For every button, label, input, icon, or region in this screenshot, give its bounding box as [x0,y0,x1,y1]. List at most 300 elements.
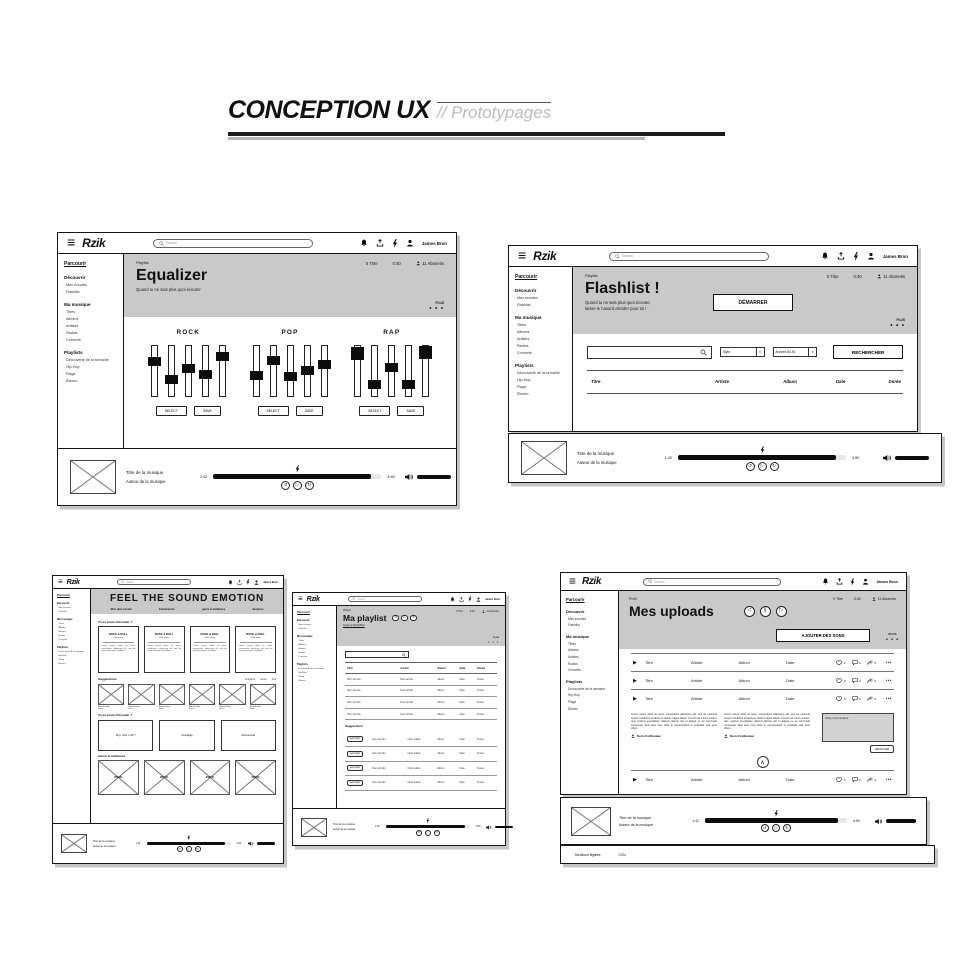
genre-tile[interactable] [144,760,185,795]
app-logo[interactable]: Rzik [82,236,106,250]
sidebar-item[interactable]: Plage [298,676,305,678]
column-header[interactable]: Date [459,666,466,670]
row-title: Titre [645,696,653,701]
next-button[interactable]: ▷ [776,606,787,617]
sidebar-item[interactable]: Mes écoutes [66,283,87,287]
comment-button[interactable]: 0 [852,660,861,666]
repeat-button[interactable]: ↻ [770,462,779,471]
app-logo[interactable]: Rzik [582,576,601,587]
sidebar-item[interactable]: Hip-Hop [517,378,531,382]
suggestion-row[interactable]: AJOUTER Nom du titre Nom artiste Album Date Durée [345,776,497,791]
progress-bar[interactable] [386,825,470,828]
eq-slider[interactable] [202,345,209,397]
slider-thumb[interactable] [182,364,195,373]
footer-link-mentions[interactable]: Mentions légales [575,852,601,857]
genre-tile[interactable] [98,760,139,795]
upload-icon[interactable] [836,578,843,585]
eq-slider[interactable] [253,345,260,397]
flash-icon[interactable] [760,446,765,454]
upload-row[interactable] [631,771,894,788]
sidebar-item[interactable]: Mes écoutes [568,616,587,621]
user-name[interactable]: James Bron [882,253,908,259]
sidebar-item[interactable]: Concerts [298,656,308,658]
shuffle-button[interactable]: ↺ [746,462,755,471]
like-button[interactable]: 0 [836,777,845,783]
user-icon[interactable] [867,252,875,260]
search-input[interactable] [348,596,422,602]
mood-box[interactable]: Pop, rock n'roll ? [98,720,153,751]
notifications-icon[interactable] [228,580,233,585]
nav-link[interactable]: Surprise [252,607,264,611]
collapse-icon[interactable]: ∧ [757,756,769,768]
repeat-button[interactable]: ↻ [783,824,791,832]
filter-link[interactable]: Tout [271,679,276,681]
sidebar-item-parcourir[interactable]: Parcourir [64,261,87,267]
more-options[interactable] [886,633,899,643]
suggestion-row[interactable]: AJOUTER Nom du titre Nom artiste Album Date Durée [345,747,497,762]
flash-icon[interactable] [392,239,398,248]
flash-icon[interactable] [426,818,430,824]
comment-field[interactable]: Votre commentaire [822,713,894,742]
menu-icon[interactable]: ≡ [518,247,527,264]
suggestion-tile[interactable] [98,684,124,711]
row-menu-icon[interactable]: ••• [885,777,892,782]
sidebar-item-parcourir[interactable]: Parcourir [297,610,310,614]
sidebar-item[interactable]: Flashlist [66,290,80,294]
shuffle-button[interactable]: ↺ [761,824,769,832]
sidebar-item[interactable]: Radios [58,635,66,637]
slider-thumb[interactable] [284,372,297,381]
flash-icon[interactable] [853,252,859,261]
slider-thumb[interactable] [402,380,415,389]
progress-bar[interactable] [678,455,846,460]
slider-thumb[interactable] [267,356,280,365]
eq-slider[interactable] [219,345,226,397]
sidebar-item[interactable]: Hip-Hop [58,655,67,657]
sidebar-item[interactable]: Électro [66,379,78,383]
repeat-button[interactable]: ↻ [196,846,199,851]
sidebar-item[interactable]: Découverte de la semaine [58,651,84,653]
row-artist: Artiste [691,660,703,665]
sidebar-item-parcourir[interactable]: Parcourir [57,593,70,597]
style-select[interactable] [720,347,765,357]
sidebar-item[interactable]: Concerts [568,668,581,673]
sidebar-item[interactable]: Artistes [568,654,579,659]
eq-slider[interactable] [371,345,378,397]
sidebar-item[interactable]: Artistes [298,648,306,650]
select-button[interactable]: SELECT [359,406,390,416]
sidebar-item[interactable]: Titres [517,323,527,327]
app-topbar [509,246,917,267]
suggestion-tile[interactable] [159,684,185,711]
album-art-placeholder [301,818,327,837]
filter-link[interactable]: Genre [260,679,267,681]
app-topbar [53,576,283,589]
sidebar-section-playlists: Playlists [515,363,534,368]
eq-slider[interactable] [270,345,277,397]
comment-author[interactable]: Nom d'utilisateur [631,734,717,738]
main-area [573,267,917,431]
sidebar-section-playlists: Playlists [297,663,308,666]
share-button[interactable]: 0 [867,678,876,684]
flash-icon[interactable] [774,810,779,817]
sidebar-item[interactable]: Albums [298,644,306,646]
volume-control[interactable] [486,825,513,830]
eq-slider[interactable] [185,345,192,397]
notifications-icon[interactable] [822,578,829,585]
year-select[interactable] [773,347,818,357]
column-header[interactable]: Artiste [400,666,409,670]
sidebar-item[interactable]: Albums [517,330,530,334]
upload-icon[interactable] [376,239,384,247]
volume-control[interactable] [248,841,275,846]
comment-button[interactable]: 0 [852,777,861,783]
sidebar-item[interactable]: Découverte de la semaine [517,371,560,375]
legal-footer [560,845,935,864]
eq-slider[interactable] [405,345,412,397]
volume-bar[interactable] [886,819,916,823]
column-header[interactable]: Date [835,379,846,384]
sidebar-item[interactable]: Mes écoutes [298,624,311,626]
sidebar-item[interactable]: Radios [568,661,578,666]
play-button[interactable]: ▷ [772,824,780,832]
volume-control[interactable] [875,818,916,825]
share-button[interactable]: 0 [867,660,876,666]
column-header[interactable]: Durée [477,666,485,670]
sidebar-item[interactable]: Albums [568,648,579,653]
table-row[interactable]: Nom du titre Nom artiste Album Date Durée [345,686,497,698]
progress-bar[interactable] [147,842,231,845]
breadcrumb[interactable]: Profil [629,597,637,601]
suggestion-row[interactable]: AJOUTER Nom du titre Nom artiste Album Date Durée [345,732,497,747]
eq-slider[interactable] [354,345,361,397]
genre-card[interactable] [98,626,139,673]
column-header[interactable]: Album [783,379,797,384]
add-track-button[interactable]: AJOUTER [347,780,363,786]
table-row[interactable]: Nom du titre Nom artiste Album Date Durée [345,709,497,721]
start-button[interactable]: DÉMARRER [713,294,793,311]
column-header[interactable]: Titre [591,379,601,384]
suggestion-row[interactable]: AJOUTER Nom du titre Nom artiste Album Date Durée [345,762,497,777]
upload-icon[interactable] [837,252,845,260]
genre-tile[interactable] [235,760,276,795]
sidebar-item[interactable]: Électro [58,663,66,665]
sidebar-item[interactable]: Radios [66,331,78,335]
search-button[interactable]: RECHERCHER [833,345,903,359]
sidebar-item[interactable]: Artistes [58,631,66,633]
sidebar-item[interactable]: Titres [298,640,304,642]
volume-bar[interactable] [895,456,929,461]
eq-slider[interactable] [287,345,294,397]
volume-bar[interactable] [257,842,275,845]
slider-thumb[interactable] [148,357,161,366]
eq-slider[interactable] [422,345,429,397]
play-button[interactable]: ▷ [758,462,767,471]
sidebar-item[interactable]: Découverte de la semaine [568,686,606,691]
sidebar-item[interactable]: Flashlist [568,623,580,628]
more-options[interactable] [488,637,499,644]
card-subtitle: Petit texte [113,637,124,639]
eq-slider[interactable] [321,345,328,397]
sidebar-item[interactable]: Concerts [517,351,532,355]
mood-box[interactable]: Nostalgie [159,720,214,751]
user-icon[interactable] [862,578,869,585]
card-title: ROCK & ROLL [200,633,220,636]
table-row[interactable]: Nom du titre Nom artiste Album Date Durée [345,697,497,709]
slider-thumb[interactable] [216,352,229,361]
slider-set [354,345,429,397]
sidebar-item-parcourir[interactable]: Parcourir [566,597,585,602]
stat-titles: 0 Titre [826,274,839,279]
column-header[interactable]: Durée [888,379,901,384]
flash-icon[interactable] [187,835,191,841]
user-icon[interactable] [406,239,414,247]
genre-card[interactable] [190,626,231,673]
nav-link[interactable]: Évènements [159,607,175,611]
upload-row[interactable] [631,690,894,707]
sidebar-item[interactable]: Hip-Hop [298,672,307,674]
breadcrumb[interactable]: Playlist [343,609,351,612]
nav-link[interactable]: genre & ambiance [202,607,226,611]
playlist-created-date[interactable]: Créée le 01/01/2021 [343,624,365,627]
suggestion-tile[interactable] [128,684,154,711]
volume-bar[interactable] [495,826,513,829]
comment-author[interactable]: Nom d'utilisateur [724,734,810,738]
save-button[interactable]: SAVE [194,406,221,416]
shuffle-button[interactable]: ↺ [417,830,420,835]
flash-icon[interactable] [468,596,472,602]
column-header[interactable]: Artiste [715,379,729,384]
select-button[interactable]: SELECT [156,406,187,416]
card-subtitle: Petit texte [159,637,169,639]
column-header[interactable]: Album [437,666,446,670]
table-row[interactable]: Nom du titre Nom artiste Album Date Durée [345,674,497,686]
suggestion-filters [245,679,276,681]
repeat-button[interactable]: ↻ [435,830,438,835]
play-button[interactable]: ▷ [426,830,429,835]
shuffle-button[interactable]: ↺ [394,615,398,620]
comment-icon [852,678,858,684]
user-icon[interactable] [476,597,481,602]
breadcrumb[interactable]: Playlist [136,260,149,265]
sidebar-item[interactable]: Titres [568,641,576,646]
menu-icon[interactable]: ≡ [298,593,303,603]
more-options[interactable] [429,302,444,313]
row-menu-icon[interactable]: ••• [885,660,892,665]
suggestion-tile[interactable] [219,684,245,711]
genre-card[interactable] [144,626,185,673]
play-button[interactable]: ▷ [401,615,408,622]
stat-titles: 0 Titre [833,597,843,601]
sidebar-item[interactable]: Flashlist [298,628,307,630]
add-sounds-button[interactable]: AJOUTER DES SONS [776,629,870,642]
player-center [685,810,867,833]
mood-box[interactable]: Découverte [221,720,276,751]
like-button[interactable]: 0 [836,660,845,666]
app-logo[interactable]: Rzik [306,595,320,603]
notifications-icon[interactable] [821,252,829,260]
shuffle-button[interactable]: ↺ [178,846,181,851]
menu-icon[interactable]: ≡ [569,573,577,588]
play-button[interactable]: ▷ [187,846,190,851]
sidebar-item[interactable]: Électro [298,680,306,682]
play-icon[interactable]: ▶ [633,695,637,702]
search-input[interactable] [153,239,313,248]
add-track-button[interactable]: AJOUTER [347,736,363,742]
upload-row[interactable] [631,654,894,672]
notifications-icon[interactable] [360,239,368,247]
sidebar-item[interactable]: Hip-Hop [66,365,80,369]
slider-thumb[interactable] [165,375,178,384]
progress-bar[interactable] [213,474,381,479]
like-button[interactable]: 0 [836,678,845,684]
search-placeholder: Search [621,254,633,258]
more-options[interactable] [890,319,905,330]
play-button[interactable]: ▷ [293,481,302,490]
sidebar-item[interactable]: Flashlist [58,611,67,613]
pause-button[interactable]: ∥ [760,606,771,617]
volume-control[interactable] [405,473,451,481]
user-name[interactable]: James Bron [421,240,447,246]
previous-button[interactable]: ◁ [744,606,755,617]
breadcrumb[interactable]: Playlist [585,273,598,278]
row-menu-icon[interactable]: ••• [885,678,892,683]
eq-slider[interactable] [388,345,395,397]
table-search-input[interactable] [587,346,712,359]
progress-bar[interactable] [705,818,847,823]
tile-artist: Artiste [128,708,134,710]
comment-button[interactable]: 0 [852,696,861,702]
row-actions [816,678,876,684]
slider-thumb[interactable] [301,366,314,375]
sidebar-item[interactable]: Plage [58,659,65,661]
sidebar-item[interactable]: Radios [298,652,306,654]
search-input[interactable] [117,579,191,585]
sidebar-item[interactable]: Plage [568,699,577,704]
sidebar-item[interactable]: Flashlist [517,303,531,307]
sidebar-item[interactable]: Albums [66,317,79,321]
playlist-stats [456,610,499,613]
sidebar-item[interactable]: Titres [58,623,64,625]
menu-icon[interactable]: ≡ [58,576,63,586]
slider-thumb[interactable] [419,346,432,359]
volume-bar[interactable] [417,475,451,480]
send-comment-button[interactable]: ENVOYER [870,745,894,753]
sidebar-item[interactable]: Découverte de la semaine [298,668,324,670]
shuffle-button[interactable]: ↺ [281,481,290,490]
add-track-button[interactable]: AJOUTER [347,765,363,771]
column-header[interactable]: Titre [347,666,353,670]
sidebar-item[interactable]: Radios [517,344,529,348]
table-search-input[interactable] [345,651,409,658]
slider-thumb[interactable] [368,380,381,389]
slider-thumb[interactable] [318,360,331,369]
eq-slider[interactable] [151,345,158,397]
uploads-table [631,653,894,707]
upload-icon[interactable] [237,580,242,585]
sidebar-item[interactable]: Plage [66,372,76,376]
footer-link-cgu[interactable]: CGU [618,852,626,857]
eq-slider[interactable] [168,345,175,397]
slider-thumb[interactable] [199,370,212,379]
search-input[interactable] [643,578,781,586]
stat-titles: 0 Titre [365,261,378,266]
sidebar-item[interactable]: Électro [517,392,529,396]
eq-slider[interactable] [304,345,311,397]
upload-row[interactable] [631,672,894,690]
repeat-button[interactable]: ↻ [305,481,314,490]
sidebar-item[interactable]: Albums [58,627,66,629]
user-name[interactable]: James Bron [876,579,898,584]
sidebar-item[interactable]: Hip-Hop [568,693,580,698]
user-name[interactable]: James Bron [485,597,500,601]
row-menu-icon[interactable]: ••• [885,696,892,701]
volume-control[interactable] [883,454,929,462]
play-icon[interactable]: ▶ [633,677,637,684]
comment-button[interactable]: 0 [852,678,861,684]
search-input[interactable] [609,252,769,261]
play-icon[interactable]: ▶ [633,776,637,783]
slider-thumb[interactable] [385,363,398,372]
play-icon[interactable]: ▶ [633,659,637,666]
sidebar-item[interactable]: Mes écoutes [58,607,71,609]
flash-icon[interactable] [295,465,300,473]
collapse-control [619,755,906,770]
nav-link[interactable]: Mon plus écouté [110,607,132,611]
suggestion-tile[interactable] [250,684,276,711]
add-track-button[interactable]: AJOUTER [347,751,363,757]
notifications-icon[interactable] [450,597,455,602]
save-button[interactable]: SAVE [296,406,323,416]
genre-tile[interactable] [190,760,231,795]
user-icon[interactable] [254,580,259,585]
like-button[interactable]: 0 [836,696,845,702]
sidebar-item[interactable]: Concerts [58,639,68,641]
upload-icon[interactable] [459,597,464,602]
sidebar-item[interactable]: Électro [568,706,578,711]
share-button[interactable]: 0 [867,696,876,702]
select-button[interactable]: SELECT [258,406,289,416]
slider-thumb[interactable] [351,347,364,360]
genre-cards [98,626,276,673]
app-logo[interactable]: Rzik [66,578,80,586]
app-logo[interactable]: Rzik [533,249,557,263]
flash-icon[interactable] [850,578,855,586]
sidebar-item[interactable]: Artistes [517,337,530,341]
slider-thumb[interactable] [250,371,263,380]
sidebar-item[interactable]: Mes écoutes [517,296,538,300]
sidebar-item[interactable]: Concerts [66,338,81,342]
user-name[interactable]: James Bron [263,580,278,584]
sidebar-item[interactable]: Artistes [66,324,79,328]
repeat-button[interactable]: ↻ [412,615,416,620]
share-button[interactable]: 0 [867,777,876,783]
sidebar-item-parcourir[interactable]: Parcourir [515,274,538,280]
sidebar-item[interactable]: Découverte de la semaine [66,358,109,362]
suggestion-tile[interactable] [189,684,215,711]
sidebar-item[interactable]: Plage [517,385,527,389]
save-button[interactable]: SAVE [397,406,424,416]
stat-followers: 11 Abonnés [482,610,499,613]
sidebar-item[interactable]: Titres [66,310,76,314]
banner-nav [97,608,277,612]
filter-link[interactable]: Ambiance [245,679,256,681]
equalizer-group-rock [151,329,226,416]
genre-card[interactable] [235,626,276,673]
menu-icon[interactable]: ≡ [67,234,76,251]
album-art-placeholder [61,834,87,853]
flash-icon[interactable] [246,579,250,585]
